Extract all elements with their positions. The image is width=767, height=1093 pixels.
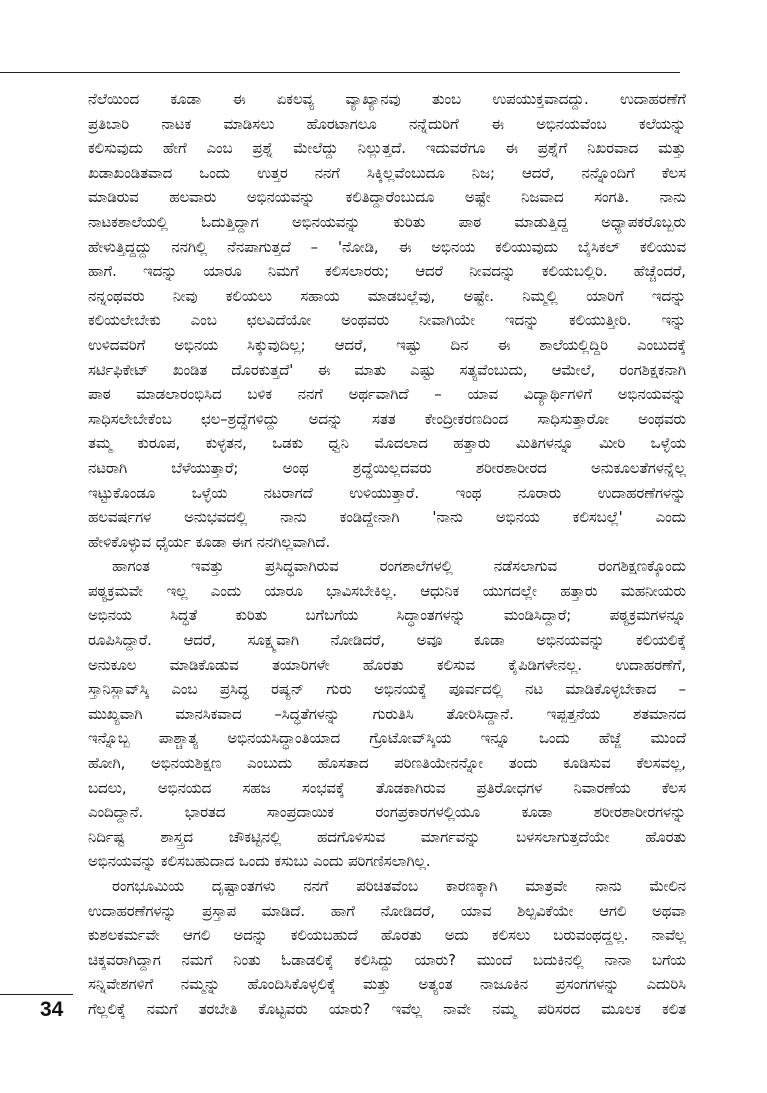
text-line: ಹೇಳುತ್ತಿದ್ದದ್ದು ನನಗಿಲ್ಲಿ ನೆನಪಾಗುತ್ತದೆ – 'ನೋಡಿ, ಈ ಅಭಿನಯ ಕಲಿಯುವುದು ಬೈಸಿಕಲ್ ಕಲಿಯುವ — [88, 238, 686, 256]
body-text — [88, 88, 686, 1023]
text-line: ಚಿಕ್ಕವರಾಗಿದ್ದಾಗ ನಮಗೆ ನಿಂತು ಓಡಾಡಲಿಕ್ಕೆ ಕಲಿಸಿದ್ದು ಯಾರು? ಮುಂದೆ ಬದುಕಿನಲ್ಲಿ ನಾನಾ ಬಗೆಯ — [88, 951, 686, 969]
text-line: ಸಾಧಿಸಲೇಬೇಕೆಂಬ ಛಲ–ಶ್ರದ್ಧೆಗಳಿದ್ದು ಅದನ್ನು ಸತತ ಕೇಂದ್ರೀಕರಣದಿಂದ ಸಾಧಿಸುತ್ತಾರೋ ಅಂಥವರು — [88, 410, 686, 428]
text-line: ರಂಗಭೂಮಿಯ ದೃಷ್ಟಾಂತಗಳು ನನಗೆ ಪರಿಚಿತವೆಂಬ ಕಾರಣಕ್ಕಾಗಿ ಮಾತ್ರವೇ ನಾನು ಮೇಲಿನ — [112, 878, 686, 895]
text-line: ಸನ್ನಿವೇಶಗಳಿಗೆ ನಮ್ಮನ್ನು ಹೊಂದಿಸಿಕೊಳ್ಳಲಿಕ್ಕೆ ಮತ್ತು ಅತ್ಯಂತ ನಾಜೂಕಿನ ಪ್ರಸಂಗಗಳನ್ನು ಎದುರಿಸಿ — [88, 976, 686, 994]
text-line: ಹಾಗಂತ ಇವತ್ತು ಪ್ರಸಿದ್ಧವಾಗಿರುವ ರಂಗಶಾಲೆಗಳಲ್ಲಿ ನಡೆಸಲಾಗುವ ರಂಗಶಿಕ್ಷಣಕ್ಕೊಂದು — [112, 558, 686, 576]
text-line: ಸ್ತಾನಿಸ್ಲಾವ್‌ಸ್ಕಿ ಎಂಬ ಪ್ರಸಿದ್ಧ ರಷ್ಯನ್ ಗುರು ಅಭಿನಯಕ್ಕೆ ಪೂರ್ವದಲ್ಲಿ ನಟ ಮಾಡಿಕೊಳ್ಳಬೇಕಾದ – — [88, 681, 686, 699]
text-line: ಉದಾಹರಣೆಗಳನ್ನು ಪ್ರಸ್ತಾಪ ಮಾಡಿದೆ. ಹಾಗೆ ನೋಡಿದರೆ, ಯಾವ ಶಿಲ್ಪವಿಕೆಯೇ ಆಗಲಿ ಅಥವಾ — [88, 902, 686, 920]
text-line: ಇಟ್ಟುಕೊಂಡೂ ಒಳ್ಳೆಯ ನಟರಾಗದೆ ಉಳಿಯುತ್ತಾರೆ. ಇಂಥ ನೂರಾರು ಉದಾಹರಣೆಗಳನ್ನು — [88, 484, 686, 502]
text-line: ಎಂದಿದ್ದಾನೆ. ಭಾರತದ ಸಾಂಪ್ರದಾಯಿಕ ರಂಗಪ್ರಕಾರಗಳಲ್ಲಿಯೂ ಕೂಡಾ ಶರೀರಶಾರೀರಗಳನ್ನು — [88, 804, 686, 822]
text-line: ಪ್ರತಿಬಾರಿ ನಾಟಕ ಮಾಡಿಸಲು ಹೊರಟಾಗಲೂ ನನ್ನೆದುರಿಗೆ ಈ ಅಭಿನಯವೆಂಬ ಕಲೆಯನ್ನು — [88, 115, 686, 133]
text-line: ನೆಲೆಯಿಂದ ಕೂಡಾ ಈ ಏಕಲವ್ಯ ವ್ಯಾಖ್ಯಾನವು ತುಂಬ ಉಪಯುಕ್ತವಾದದ್ದು. ಉದಾಹರಣೆಗೆ — [88, 91, 686, 108]
text-line: ತಮ್ಮ ಕುರೂಪ, ಕುಳ್ಳತನ, ಒಡಕು ಧ್ವನಿ ಮೊದಲಾದ ಹತ್ತಾರು ಮಿತಿಗಳನ್ನೂ ಮೀರಿ ಒಳ್ಳೆಯ — [88, 435, 686, 453]
text-line: ಬದಲು, ಅಭಿನಯದ ಸಹಜ ಸಂಭವಕ್ಕೆ ತೊಡಕಾಗಿರುವ ಪ್ರತಿರೋಧಗಳ ನಿವಾರಣೆಯ ಕೆಲಸ — [88, 779, 686, 797]
text-line: ಗೆಲ್ಲಲಿಕ್ಕೆ ನಮಗೆ ತರಬೇತಿ ಕೊಟ್ಟವರು ಯಾರು? ಇವೆಲ್ಲ ನಾವೇ ನಮ್ಮ ಪರಿಸರದ ಮೂಲಕ ಕಲಿತ — [88, 1000, 686, 1018]
text-line: ಹಲವರ್ಷಗಳ ಅನುಭವದಲ್ಲಿ ನಾನು ಕಂಡಿದ್ದೇನಾಗಿ 'ನಾನು ಅಭಿನಯ ಕಲಿಸಬಲ್ಲೆ' ಎಂದು — [88, 509, 686, 527]
text-line: ನನ್ನಂಥವರು ನೀವು ಕಲಿಯಲು ಸಹಾಯ ಮಾಡಬಲ್ಲೆವು, ಅಷ್ಟೇ. ನಿಮ್ಮಲ್ಲಿ ಯಾರಿಗೆ ಇದನ್ನು — [88, 287, 686, 305]
text-line: ಹಾಗೆ. ಇದನ್ನು ಯಾರೂ ನಿಮಗೆ ಕಲಿಸಲಾರರು; ಆದರೆ ನೀವದನ್ನು ಕಲಿಯಬಲ್ಲಿರಿ. ಹೆಚ್ಚೆಂದರೆ, — [88, 263, 686, 281]
footer-rule — [0, 994, 73, 995]
page-number: 34 — [40, 998, 64, 1021]
text-line: ನಟರಾಗಿ ಬೆಳೆಯುತ್ತಾರೆ; ಅಂಥ ಶ್ರದ್ಧೆಯಿಲ್ಲದವರು ಶರೀರಶಾರೀರದ ಅನುಕೂಲತೆಗಳನ್ನೆಲ್ಲ — [88, 459, 686, 477]
text-line: ಹೋಗಿ, ಅಭಿನಯಶಿಕ್ಷಣ ಎಂಬುದು ಹೊಸತಾದ ಪರಿಣತಿಯೇನನ್ನೋ ತಂದು ಕೂಡಿಸುವ ಕೆಲಸವಲ್ಲ, — [88, 755, 686, 773]
text-line: ಪಾಠ ಮಾಡಲಾರಂಭಿಸಿದ ಬಳಿಕ ನನಗೆ ಅರ್ಥವಾಗಿದೆ – ಯಾವ ವಿದ್ಯಾರ್ಥಿಗಳಿಗೆ ಅಭಿನಯವನ್ನು — [88, 386, 686, 404]
text-line: ಹೇಳಿಕೊಳ್ಳುವ ಧೈರ್ಯ ಕೂಡಾ ಈಗ ನನಗಿಲ್ಲವಾಗಿದೆ. — [88, 533, 331, 551]
text-line: ಉಳಿದವರಿಗೆ ಅಭಿನಯ ಸಿಕ್ಕುವುದಿಲ್ಲ; ಆದರೆ, ಇಷ್ಟು ದಿನ ಈ ಶಾಲೆಯಲ್ಲಿದ್ದಿರಿ ಎಂಬುದಕ್ಕೆ — [88, 336, 686, 354]
text-line: ಕಲಿಯಲೇಬೇಕು ಎಂಬ ಛಲವಿದೆಯೋ ಅಂಥವರು ನೀವಾಗಿಯೇ ಇದನ್ನು ಕಲಿಯುತ್ತೀರಿ. ಇನ್ನು — [88, 312, 686, 330]
text-line: ಮಾಡಿರುವ ಹಲವಾರು ಅಭಿನಯವನ್ನು ಕಲಿತಿದ್ದಾರೆಂಬುದೂ ಅಷ್ಟೇ ನಿಜವಾದ ಸಂಗತಿ. ನಾನು — [88, 189, 686, 207]
text-line: ಅಭಿನಯವನ್ನು ಕಲಿಸಬಹುದಾದ ಒಂದು ಕಸುಬು ಎಂದು ಪರಿಗಣಿಸಲಾಗಿಲ್ಲ. — [88, 853, 431, 871]
header-rule — [0, 72, 680, 73]
text-line: ಕುಶಲಕರ್ಮವೇ ಆಗಲಿ ಅದನ್ನು ಕಲಿಯಬಹುದೆ ಹೊರತು ಅದು ಕಲಿಸಲು ಬರುವಂಥದ್ದಲ್ಲ. ನಾವೆಲ್ಲ — [88, 927, 686, 945]
text-line: ಅಭಿನಯ ಸಿದ್ಧತೆ ಕುರಿತು ಬಗೆಬಗೆಯ ಸಿದ್ಧಾಂತಗಳನ್ನು ಮಂಡಿಸಿದ್ದಾರೆ; ಪಠ್ಯಕ್ರಮಗಳನ್ನೂ — [88, 607, 686, 625]
text-line: ಮುಖ್ಯವಾಗಿ ಮಾನಸಿಕವಾದ –ಸಿದ್ಧತೆಗಳನ್ನು ಗುರುತಿಸಿ ತೋರಿಸಿದ್ದಾನೆ. ಇಪ್ಪತ್ತನೆಯ ಶತಮಾನದ — [88, 705, 686, 723]
text-line: ಅನುಕೂಲ ಮಾಡಿಕೊಡುವ ತಯಾರಿಗಳೇ ಹೊರತು ಕಲಿಸುವ ಕೈಪಿಡಿಗಳೇನಲ್ಲ. ಉದಾಹರಣೆಗೆ, — [88, 656, 686, 674]
text-line: ಸರ್ಟಿಫಿಕೇಟ್ ಖಂಡಿತ ದೊರಕುತ್ತದೆ' ಈ ಮಾತು ಎಷ್ಟು ಸತ್ಯವೆಂಬುದು, ಆಮೇಲೆ, ರಂಗಶಿಕ್ಷಕನಾಗಿ — [88, 361, 686, 379]
text-line: ಖಡಾಖಂಡಿತವಾದ ಒಂದು ಉತ್ತರ ನನಗೆ ಸಿಕ್ಕಿಲ್ಲವೆಂಬುದೂ ನಿಜ; ಆದರೆ, ನನ್ನೊಂದಿಗೆ ಕೆಲಸ — [88, 164, 686, 182]
text-line: ರೂಪಿಸಿದ್ದಾರೆ. ಆದರೆ, ಸೂಕ್ಷ್ಮವಾಗಿ ನೋಡಿದರೆ, ಅವೂ ಕೂಡಾ ಅಭಿನಯವನ್ನು ಕಲಿಯಲಿಕ್ಕೆ — [88, 632, 686, 650]
text-line: ಇನ್ನೊಬ್ಬ ಪಾಶ್ಚಾತ್ಯ ಅಭಿನಯಸಿದ್ಧಾಂತಿಯಾದ ಗ್ರೊಟೋವ್‌ಸ್ಕಿಯ ಇನ್ನೂ ಒಂದು ಹೆಜ್ಜೆ ಮುಂದೆ — [88, 730, 686, 748]
text-line: ಪಠ್ಯಕ್ರಮವೇ ಇಲ್ಲ ಎಂದು ಯಾರೂ ಭಾವಿಸಬೇಕಿಲ್ಲ. ಆಧುನಿಕ ಯುಗದಲ್ಲೇ ಹತ್ತಾರು ಮಹನೀಯರು — [88, 582, 686, 600]
text-line: ನಾಟಕಶಾಲೆಯಲ್ಲಿ ಓದುತ್ತಿದ್ದಾಗ ಅಭಿನಯವನ್ನು ಕುರಿತು ಪಾಠ ಮಾಡುತ್ತಿದ್ದ ಅಧ್ಯಾಪಕರೊಬ್ಬರು — [88, 213, 686, 231]
text-line: ನಿರ್ದಿಷ್ಟ ಶಾಸ್ತ್ರದ ಚೌಕಟ್ಟಿನಲ್ಲಿ ಹದಗೊಳಿಸುವ ಮಾರ್ಗವನ್ನು ಬಳಸಲಾಗುತ್ತದೆಯೇ ಹೊರತು — [88, 828, 686, 846]
text-line: ಕಲಿಸುವುದು ಹೇಗೆ ಎಂಬ ಪ್ರಶ್ನೆ ಮೇಲೆದ್ದು ನಿಲ್ಲುತ್ತದೆ. ಇದುವರೆಗೂ ಈ ಪ್ರಶ್ನೆಗೆ ನಿಖರವಾದ ಮತ್ತು — [88, 140, 686, 158]
